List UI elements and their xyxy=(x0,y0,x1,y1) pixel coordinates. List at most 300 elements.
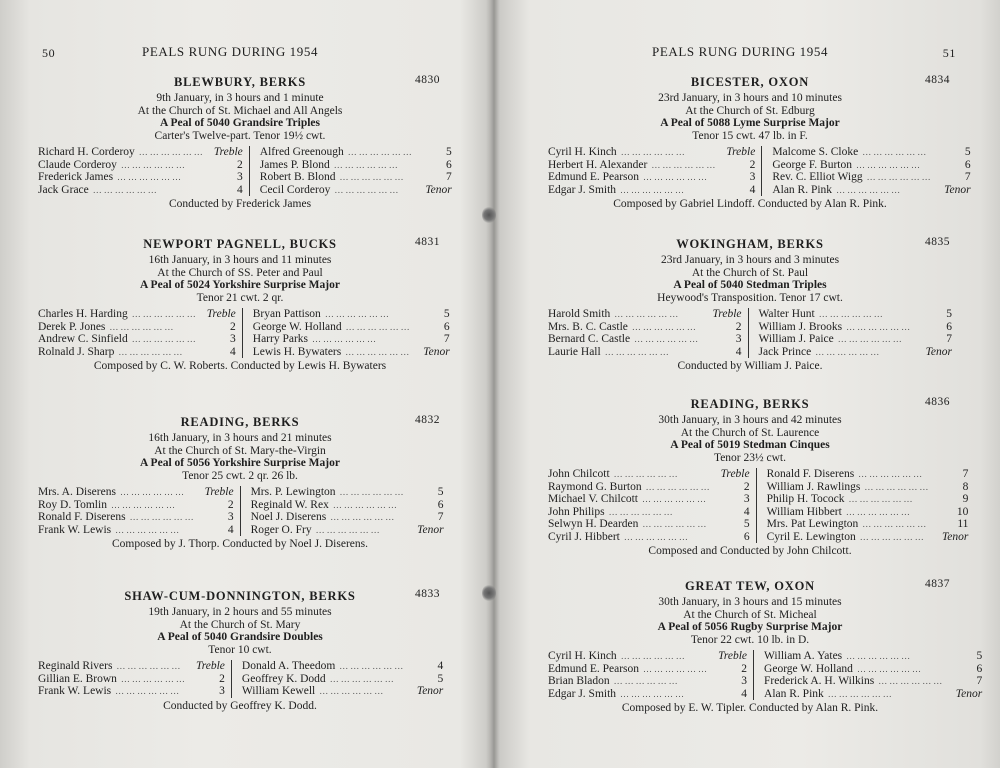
leader-dots: ……………… xyxy=(643,172,710,182)
ringer-name: Cyril J. Hibbert xyxy=(548,530,620,543)
bell-number: 7 xyxy=(446,171,452,183)
leader-dots: ……………… xyxy=(613,469,680,479)
ringer-row xyxy=(38,308,236,321)
ringer-name: George W. Holland xyxy=(252,320,342,333)
peal-footer: Conducted by Geoffrey K. Dodd. xyxy=(163,699,317,712)
ringer-name: Ronald F. Diserens xyxy=(766,468,855,480)
ringer-row xyxy=(767,506,969,519)
ringer-name: John Philips xyxy=(548,505,605,518)
ringer-name: Mrs. Pat Lewington xyxy=(766,518,859,530)
peal-header xyxy=(530,396,970,414)
ringer-name: Rolnald J. Sharp xyxy=(38,345,115,358)
ringer-name: Andrew C. Sinfield xyxy=(38,333,128,345)
ringer-row xyxy=(251,486,444,499)
running-head xyxy=(530,44,970,64)
ringer-column xyxy=(754,650,1000,700)
bell-number: Tenor xyxy=(955,687,983,700)
ringer-row xyxy=(548,650,747,663)
peal-footer: Composed by Gabriel Lindoff. Conducted by Alan R. Pink. xyxy=(613,198,887,210)
leader-dots: ……………… xyxy=(620,688,687,699)
bell-number: 4 xyxy=(735,345,742,358)
leader-dots: ……………… xyxy=(614,309,681,319)
leader-dots: ……………… xyxy=(118,346,185,357)
peal-detail-line: At the Church of St. Laurence xyxy=(680,426,820,439)
ringer-row xyxy=(548,308,742,321)
peal-entry xyxy=(530,74,970,211)
ringer-name: Jack Grace xyxy=(38,183,89,196)
leader-dots: ……………… xyxy=(131,309,198,319)
ringer-row xyxy=(772,159,970,172)
bell-number: Treble xyxy=(195,660,225,672)
peal-entry xyxy=(20,74,460,211)
ringer-column xyxy=(20,308,243,358)
bell-number: 4 xyxy=(437,660,444,672)
peal-method: A Peal of 5088 Lyme Surprise Major xyxy=(660,117,840,129)
ringer-row xyxy=(251,511,444,524)
bell-number: Tenor xyxy=(941,530,969,543)
leader-dots: ……………… xyxy=(818,309,885,319)
ringer-row xyxy=(260,171,452,184)
peal-method: A Peal of 5019 Stedman Cinques xyxy=(670,439,830,451)
peal-method: A Peal of 5040 Grandsire Doubles xyxy=(157,631,323,643)
leader-dots: ……………… xyxy=(345,346,412,357)
peal-detail-line: At the Church of St. Edburg xyxy=(685,104,815,117)
bell-number: Treble xyxy=(712,308,742,320)
ringer-row xyxy=(38,511,234,524)
ringer-name: Mrs. P. Lewington xyxy=(250,486,336,498)
bell-number: 6 xyxy=(437,498,444,511)
peal-number: 4837 xyxy=(925,578,950,590)
leader-dots: ……………… xyxy=(339,487,406,497)
peal-tenor-line: Heywood's Transposition. Tenor 17 cwt. xyxy=(657,291,843,304)
ringer-column xyxy=(530,308,749,358)
bell-number: 7 xyxy=(946,333,952,345)
ringer-band xyxy=(20,486,460,536)
ringer-name: William J. Brooks xyxy=(758,320,843,333)
peal-footer: Composed by E. W. Tipler. Conducted by Alan R. Pink. xyxy=(621,702,879,714)
ringer-column xyxy=(762,146,988,196)
ringer-row xyxy=(764,650,982,663)
ringer-name: Philip H. Tocock xyxy=(766,493,845,505)
ringer-row xyxy=(548,171,755,184)
leader-dots: ……………… xyxy=(109,321,176,332)
leader-dots: ……………… xyxy=(641,494,708,504)
bell-number: 5 xyxy=(743,518,750,530)
bell-number: Treble xyxy=(720,468,750,480)
ringer-name: Mrs. A. Diserens xyxy=(38,486,116,498)
peal-place: GREAT TEW, OXON xyxy=(685,579,815,593)
leader-dots: ……………… xyxy=(856,663,923,674)
bell-number: 6 xyxy=(976,662,983,675)
leader-dots: ……………… xyxy=(332,499,399,510)
ringer-column xyxy=(20,660,232,698)
leader-dots: ……………… xyxy=(129,512,196,522)
ringer-name: Cyril E. Lewington xyxy=(766,530,856,543)
ringer-row xyxy=(548,146,755,159)
leader-dots: ……………… xyxy=(116,661,183,671)
ringer-row xyxy=(253,346,450,359)
bell-number: Tenor xyxy=(423,345,450,358)
bell-number: 2 xyxy=(735,320,742,333)
ringer-row xyxy=(548,184,755,197)
bell-number: 2 xyxy=(230,320,236,333)
peal-tenor-line: Tenor 10 cwt. xyxy=(208,643,272,656)
peal-method: A Peal of 5056 Rugby Surprise Major xyxy=(657,621,843,633)
ringer-band xyxy=(530,468,970,543)
ringer-band xyxy=(530,146,970,196)
ringer-row xyxy=(38,159,243,172)
ringer-name: Alan R. Pink xyxy=(764,687,824,700)
ringer-row xyxy=(38,660,225,673)
ringer-name: Michael V. Chilcott xyxy=(548,493,638,505)
bell-number: 6 xyxy=(964,158,971,171)
ringer-row xyxy=(548,333,742,346)
peal-header xyxy=(20,414,460,432)
peal-place: BICESTER, OXON xyxy=(690,75,810,89)
ringer-row xyxy=(772,171,970,184)
leader-dots: ……………… xyxy=(312,334,379,344)
ringer-column xyxy=(241,486,462,536)
ringer-name: William J. Rawlings xyxy=(766,480,861,493)
bell-number: 5 xyxy=(437,486,444,498)
right-page xyxy=(530,0,983,768)
peal-entry xyxy=(20,414,460,551)
peal-header xyxy=(530,578,970,596)
bell-number: 10 xyxy=(956,505,969,518)
ringer-row xyxy=(242,673,443,686)
ringer-column xyxy=(20,146,250,196)
bell-number: 3 xyxy=(749,171,756,183)
leader-dots: ……………… xyxy=(864,481,931,492)
ringer-name: Harold Smith xyxy=(548,308,611,320)
bell-number: 11 xyxy=(957,518,969,530)
leader-dots: ……………… xyxy=(330,512,397,522)
bell-number: 7 xyxy=(962,468,969,480)
ringer-row xyxy=(767,518,969,531)
ringer-row xyxy=(38,171,243,184)
ringer-name: Alan R. Pink xyxy=(772,183,833,196)
leader-dots: ……………… xyxy=(862,147,929,157)
bell-number: 7 xyxy=(964,171,971,183)
bell-number: 6 xyxy=(946,320,952,333)
peal-method: A Peal of 5056 Yorkshire Surprise Major xyxy=(140,457,340,469)
leader-dots: ……………… xyxy=(827,688,894,699)
peal-tenor-line: Tenor 25 cwt. 2 qr. 26 lb. xyxy=(182,469,298,482)
peal-method: A Peal of 5040 Grandsire Triples xyxy=(159,117,321,129)
ringer-name: Gillian E. Brown xyxy=(38,672,117,685)
bell-number: Tenor xyxy=(416,685,444,697)
peal-header xyxy=(530,74,970,92)
leader-dots: ……………… xyxy=(339,172,406,182)
peal-detail-line: 16th January, in 3 hours and 11 minutes xyxy=(148,254,332,266)
leader-dots: ……………… xyxy=(651,159,718,170)
ringer-name: Malcome S. Cloke xyxy=(772,146,859,158)
ringer-name: Edgar J. Smith xyxy=(548,183,617,196)
ringer-row xyxy=(548,531,750,544)
leader-dots: ……………… xyxy=(866,172,933,182)
ringer-row xyxy=(764,675,982,688)
leader-dots: ……………… xyxy=(613,676,680,686)
leader-dots: ……………… xyxy=(119,487,186,497)
leader-dots: ……………… xyxy=(120,673,187,684)
ringer-name: Reginald Rivers xyxy=(38,660,113,672)
ringer-name: Walter Hunt xyxy=(758,308,815,320)
peal-place: WOKINGHAM, BERKS xyxy=(676,237,824,251)
ringer-row xyxy=(38,184,243,197)
peal-place: READING, BERKS xyxy=(690,397,810,411)
ringer-name: Selwyn H. Dearden xyxy=(548,518,639,530)
ringer-name: Raymond G. Burton xyxy=(548,480,642,493)
ringer-name: Roger O. Fry xyxy=(250,523,312,536)
bell-number: 5 xyxy=(443,308,450,320)
ringer-column xyxy=(250,146,470,196)
ringer-name: Frank W. Lewis xyxy=(38,523,112,536)
ringer-name: William J. Paice xyxy=(758,333,834,345)
bell-number: 3 xyxy=(230,333,236,345)
bell-number: 9 xyxy=(962,493,969,505)
ringer-row xyxy=(38,321,236,334)
binding-hole xyxy=(482,584,496,602)
ringer-name: Edgar J. Smith xyxy=(548,687,617,700)
ringer-row xyxy=(38,486,234,499)
bell-number: 4 xyxy=(227,523,234,536)
ringer-row xyxy=(548,663,747,676)
leader-dots: ……………… xyxy=(120,159,187,170)
peal-detail-line: At the Church of St. Michael and All Angels xyxy=(137,104,343,117)
ringer-name: Geoffrey K. Dodd xyxy=(241,672,326,685)
ringer-row xyxy=(253,308,450,321)
ringer-column xyxy=(530,650,754,700)
ringer-row xyxy=(772,184,970,197)
peal-number: 4830 xyxy=(415,74,440,86)
leader-dots: ……………… xyxy=(347,147,414,157)
peal-number: 4833 xyxy=(415,588,440,600)
bell-number: Treble xyxy=(204,486,234,498)
ringer-column xyxy=(530,468,757,543)
ringer-name: Brian Bladon xyxy=(548,675,610,687)
peal-number: 4836 xyxy=(925,396,950,408)
peal-place: SHAW-CUM-DONNINGTON, BERKS xyxy=(124,589,356,603)
peal-footer: Composed and Conducted by John Chilcott. xyxy=(648,545,852,557)
ringer-row xyxy=(764,663,982,676)
bell-number: 5 xyxy=(964,146,971,158)
peal-footer: Conducted by Frederick James xyxy=(168,198,312,210)
peal-detail-line: 23rd January, in 3 hours and 10 minutes xyxy=(658,92,842,104)
ringer-row xyxy=(38,346,236,359)
leader-dots: ……………… xyxy=(845,506,912,517)
ringer-row xyxy=(242,660,443,673)
leader-dots: ……………… xyxy=(319,686,386,696)
ringer-name: Edmund E. Pearson xyxy=(548,171,640,183)
leader-dots: ……………… xyxy=(620,651,687,661)
ringer-band xyxy=(20,146,460,196)
leader-dots: ……………… xyxy=(643,663,710,674)
ringer-row xyxy=(251,499,444,512)
leader-dots: ……………… xyxy=(131,334,198,344)
peal-entry xyxy=(20,236,460,373)
ringer-name: William A. Yates xyxy=(764,650,843,662)
leader-dots: ……………… xyxy=(862,519,929,529)
bell-number: Tenor xyxy=(925,345,952,358)
leader-dots: ……………… xyxy=(92,184,159,195)
bell-number: 5 xyxy=(946,308,952,320)
ringer-row xyxy=(548,493,750,506)
peal-footer: Conducted by William J. Paice. xyxy=(677,360,823,372)
peal-detail-line: At the Church of St. Mary xyxy=(179,618,301,631)
peal-header xyxy=(530,236,970,254)
leader-dots: ……………… xyxy=(333,159,400,170)
peal-entry xyxy=(530,236,970,373)
bell-number: 3 xyxy=(237,171,243,183)
ringer-column xyxy=(243,308,468,358)
peal-tenor-line: Tenor 15 cwt. 47 lb. in F. xyxy=(692,129,808,142)
ringer-row xyxy=(548,506,750,519)
ringer-column xyxy=(232,660,461,698)
peal-number: 4835 xyxy=(925,236,950,248)
peal-detail-line: 16th January, in 3 hours and 21 minutes xyxy=(148,432,332,444)
ringer-row xyxy=(767,481,969,494)
ringer-row xyxy=(251,524,444,537)
book-gutter xyxy=(486,0,500,768)
peal-detail-line: At the Church of St. Mary-the-Virgin xyxy=(154,444,326,457)
ringer-row xyxy=(38,685,225,698)
peal-footer: Composed by C. W. Roberts. Conducted by Lewis H. Bywaters xyxy=(93,360,387,372)
ringer-row xyxy=(548,688,747,701)
peal-detail-line: 9th January, in 3 hours and 1 minute xyxy=(156,92,324,104)
ringer-row xyxy=(260,159,452,172)
ringer-name: William Hibbert xyxy=(766,505,842,518)
bell-number: 2 xyxy=(227,498,234,511)
leader-dots: ……………… xyxy=(858,469,925,479)
ringer-row xyxy=(548,468,750,481)
ringer-row xyxy=(253,321,450,334)
leader-dots: ……………… xyxy=(324,309,391,319)
ringer-row xyxy=(759,346,953,359)
bell-number: 4 xyxy=(741,687,748,700)
page-number: 51 xyxy=(942,46,956,60)
bell-number: 7 xyxy=(437,511,444,523)
leader-dots: ……………… xyxy=(645,481,712,492)
ringer-name: Cecil Corderoy xyxy=(259,183,331,196)
ringer-band xyxy=(530,650,983,700)
ringer-row xyxy=(38,333,236,346)
bell-number: Treble xyxy=(718,650,748,662)
leader-dots: ……………… xyxy=(608,506,675,517)
ringer-name: John Chilcott xyxy=(548,468,610,480)
ringer-band xyxy=(20,308,460,358)
bell-number: Tenor xyxy=(944,183,971,196)
peal-place: NEWPORT PAGNELL, BUCKS xyxy=(143,237,337,251)
ringer-name: William Kewell xyxy=(241,685,316,697)
ringer-row xyxy=(548,481,750,494)
peal-place: BLEWBURY, BERKS xyxy=(174,75,306,89)
peal-detail-line: 23rd January, in 3 hours and 3 minutes xyxy=(660,254,840,266)
bell-number: Tenor xyxy=(417,523,444,536)
bell-number: 6 xyxy=(443,320,450,333)
ringer-column xyxy=(757,468,987,543)
bell-number: 4 xyxy=(237,183,243,196)
bell-number: 6 xyxy=(446,158,452,171)
leader-dots: ……………… xyxy=(339,661,406,671)
bell-number: 3 xyxy=(219,685,225,697)
ringer-row xyxy=(548,321,742,334)
ringer-name: Herbert H. Alexander xyxy=(548,158,648,171)
ringer-row xyxy=(260,146,452,159)
bell-number: 4 xyxy=(749,183,756,196)
peal-place: READING, BERKS xyxy=(180,415,300,429)
peal-detail-line: At the Church of St. Paul xyxy=(691,266,809,279)
bell-number: 5 xyxy=(446,146,452,158)
peal-tenor-line: Tenor 21 cwt. 2 qr. xyxy=(196,291,284,304)
leader-dots: ……………… xyxy=(846,321,913,332)
bell-number: 3 xyxy=(741,675,748,687)
binding-hole xyxy=(482,206,496,224)
ringer-name: Lewis H. Bywaters xyxy=(252,345,342,358)
ringer-name: Richard H. Corderoy xyxy=(38,146,135,158)
leader-dots: ……………… xyxy=(878,676,945,686)
ringer-name: Rev. C. Elliot Wigg xyxy=(772,171,863,183)
leader-dots: ……………… xyxy=(856,159,922,170)
ringer-row xyxy=(548,346,742,359)
peal-entry xyxy=(20,588,460,712)
ringer-name: Edmund E. Pearson xyxy=(548,662,640,675)
ringer-name: George W. Holland xyxy=(764,662,853,675)
ringer-name: Charles H. Harding xyxy=(38,308,128,320)
bell-number: 3 xyxy=(227,511,234,523)
peal-method: A Peal of 5040 Stedman Triples xyxy=(673,279,827,291)
leader-dots: ……………… xyxy=(623,531,690,542)
peal-detail-line: At the Church of SS. Peter and Paul xyxy=(157,266,323,279)
left-page xyxy=(20,0,460,768)
ringer-row xyxy=(759,321,953,334)
ringer-name: Cyril H. Kinch xyxy=(548,146,617,158)
ringer-row xyxy=(759,308,953,321)
ringer-row xyxy=(772,146,970,159)
ringer-name: Frederick A. H. Wilkins xyxy=(764,675,875,687)
leader-dots: ……………… xyxy=(329,673,396,684)
ringer-row xyxy=(253,333,450,346)
bell-number: Treble xyxy=(213,146,243,158)
peal-detail-line: 19th January, in 2 hours and 55 minutes xyxy=(148,606,332,618)
ringer-row xyxy=(242,685,443,698)
ringer-row xyxy=(759,333,953,346)
leader-dots: ……………… xyxy=(115,686,182,696)
ringer-name: Cyril H. Kinch xyxy=(548,650,617,662)
leader-dots: ……………… xyxy=(634,334,701,344)
bell-number: Treble xyxy=(726,146,756,158)
leader-dots: ……………… xyxy=(620,147,687,157)
ringer-name: Mrs. B. C. Castle xyxy=(548,320,628,333)
peal-number: 4832 xyxy=(415,414,440,426)
page-number: 50 xyxy=(42,46,56,60)
leader-dots: ……………… xyxy=(848,494,915,504)
bell-number: 3 xyxy=(743,493,750,505)
bell-number: Tenor xyxy=(425,183,452,196)
ringer-band xyxy=(20,660,460,698)
peal-detail-line: 30th January, in 3 hours and 42 minutes xyxy=(658,414,842,426)
ringer-band xyxy=(530,308,970,358)
ringer-name: Bernard C. Castle xyxy=(548,333,631,345)
peal-header xyxy=(20,74,460,92)
ringer-column xyxy=(749,308,971,358)
peal-header xyxy=(20,588,460,606)
ringer-row xyxy=(260,184,452,197)
bell-number: 5 xyxy=(976,650,983,662)
bell-number: 7 xyxy=(976,675,983,687)
bell-number: 5 xyxy=(437,672,444,685)
peal-entry xyxy=(530,396,970,558)
running-head xyxy=(20,44,460,64)
